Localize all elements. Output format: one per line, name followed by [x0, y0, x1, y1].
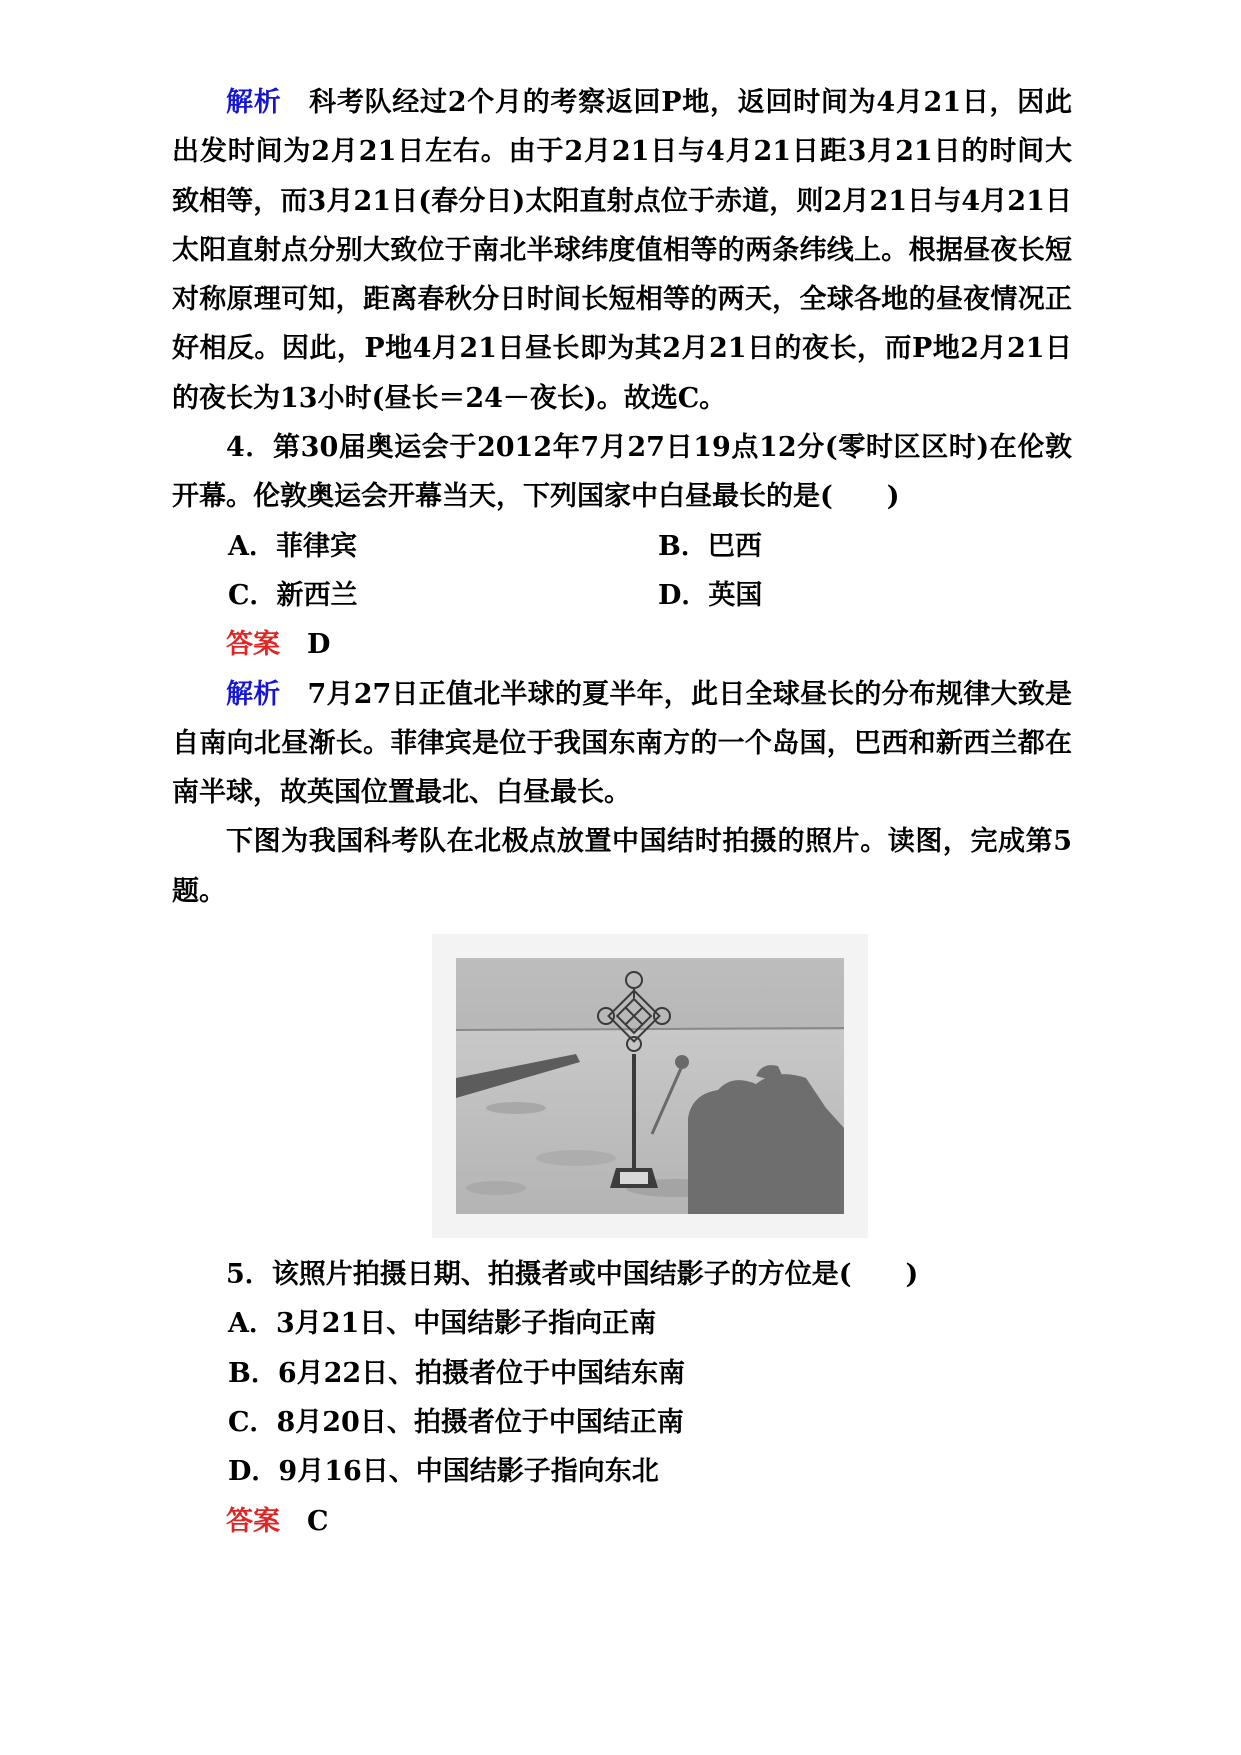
q5-option-d: D．9月16日、中国结影子指向东北: [228, 1456, 659, 1488]
question-5-stem: 5．该照片拍摄日期、拍摄者或中国结影子的方位是( ): [226, 1259, 919, 1291]
q4-option-d: D．英国: [658, 579, 763, 611]
q5-option-c: C．8月20日、拍摄者位于中国结正南: [228, 1406, 684, 1438]
question-5-intro: 下图为我国科考队在北极点放置中国结时拍摄的照片。读图，完成第5题。: [172, 826, 1072, 907]
question-4-analysis: [172, 670, 1072, 818]
q4-option-c: C．新西兰: [228, 579, 358, 611]
q4-option-a: A．菲律宾: [228, 530, 357, 562]
q4-analysis-text: 7月27日正值北半球的夏半年，此日全球昼长的分布规律大致是自南向北昼渐长。菲律宾是位于我国东南方的一个岛国，巴西和新西兰都在南半球，故英国位置最北、白昼最长。: [172, 678, 1073, 809]
document-page: [172, 78, 1072, 1546]
chinese-knot-photo-icon: [456, 958, 844, 1214]
analysis-1-text: 科考队经过2个月的考察返回P地，返回时间为4月21日，因此出发时间为2月21日左右。由于2月21日与4月21日距3月21日的时间大致相等，而3月21日(春分日)太阳直射点位于赤道，则2月21日与4月21日太阳直射点分别大致位于南北半球纬度值相等的两条纬线上。根据昼夜长短对称原理可知，距离春秋分日时间长短相等的两天，全球各地的昼夜情况正好相反。因此，P地4月21日昼长即为其2月21日的夜长，而P地2月21日的夜长为13小时(昼长＝24－夜长)。故选C。: [172, 87, 1072, 414]
question-5-answer: [172, 1497, 1072, 1546]
q5-option-a: A．3月21日、中国结影子指向正南: [228, 1308, 657, 1340]
q5-answer-value: C: [307, 1505, 329, 1537]
question-4-options: [172, 522, 1072, 621]
analysis-label: 解析: [226, 678, 281, 710]
answer-label: 答案: [226, 1505, 280, 1537]
question-4-stem: 4．第30届奥运会于2012年7月27日19点12分(零时区区时)在伦敦开幕。伦敦奥运会开幕当天，下列国家中白昼最长的是( ): [172, 432, 1072, 513]
q4-answer-value: D: [307, 629, 331, 661]
q4-option-b: B．巴西: [658, 530, 762, 562]
q5-option-b: B．6月22日、拍摄者位于中国结东南: [228, 1357, 686, 1389]
north-pole-photo: [432, 934, 868, 1238]
answer-label: 答案: [226, 629, 280, 661]
analysis-label: 解析: [226, 87, 282, 118]
question-4-answer: [172, 620, 1072, 669]
analysis-1-paragraph: [172, 78, 1072, 423]
